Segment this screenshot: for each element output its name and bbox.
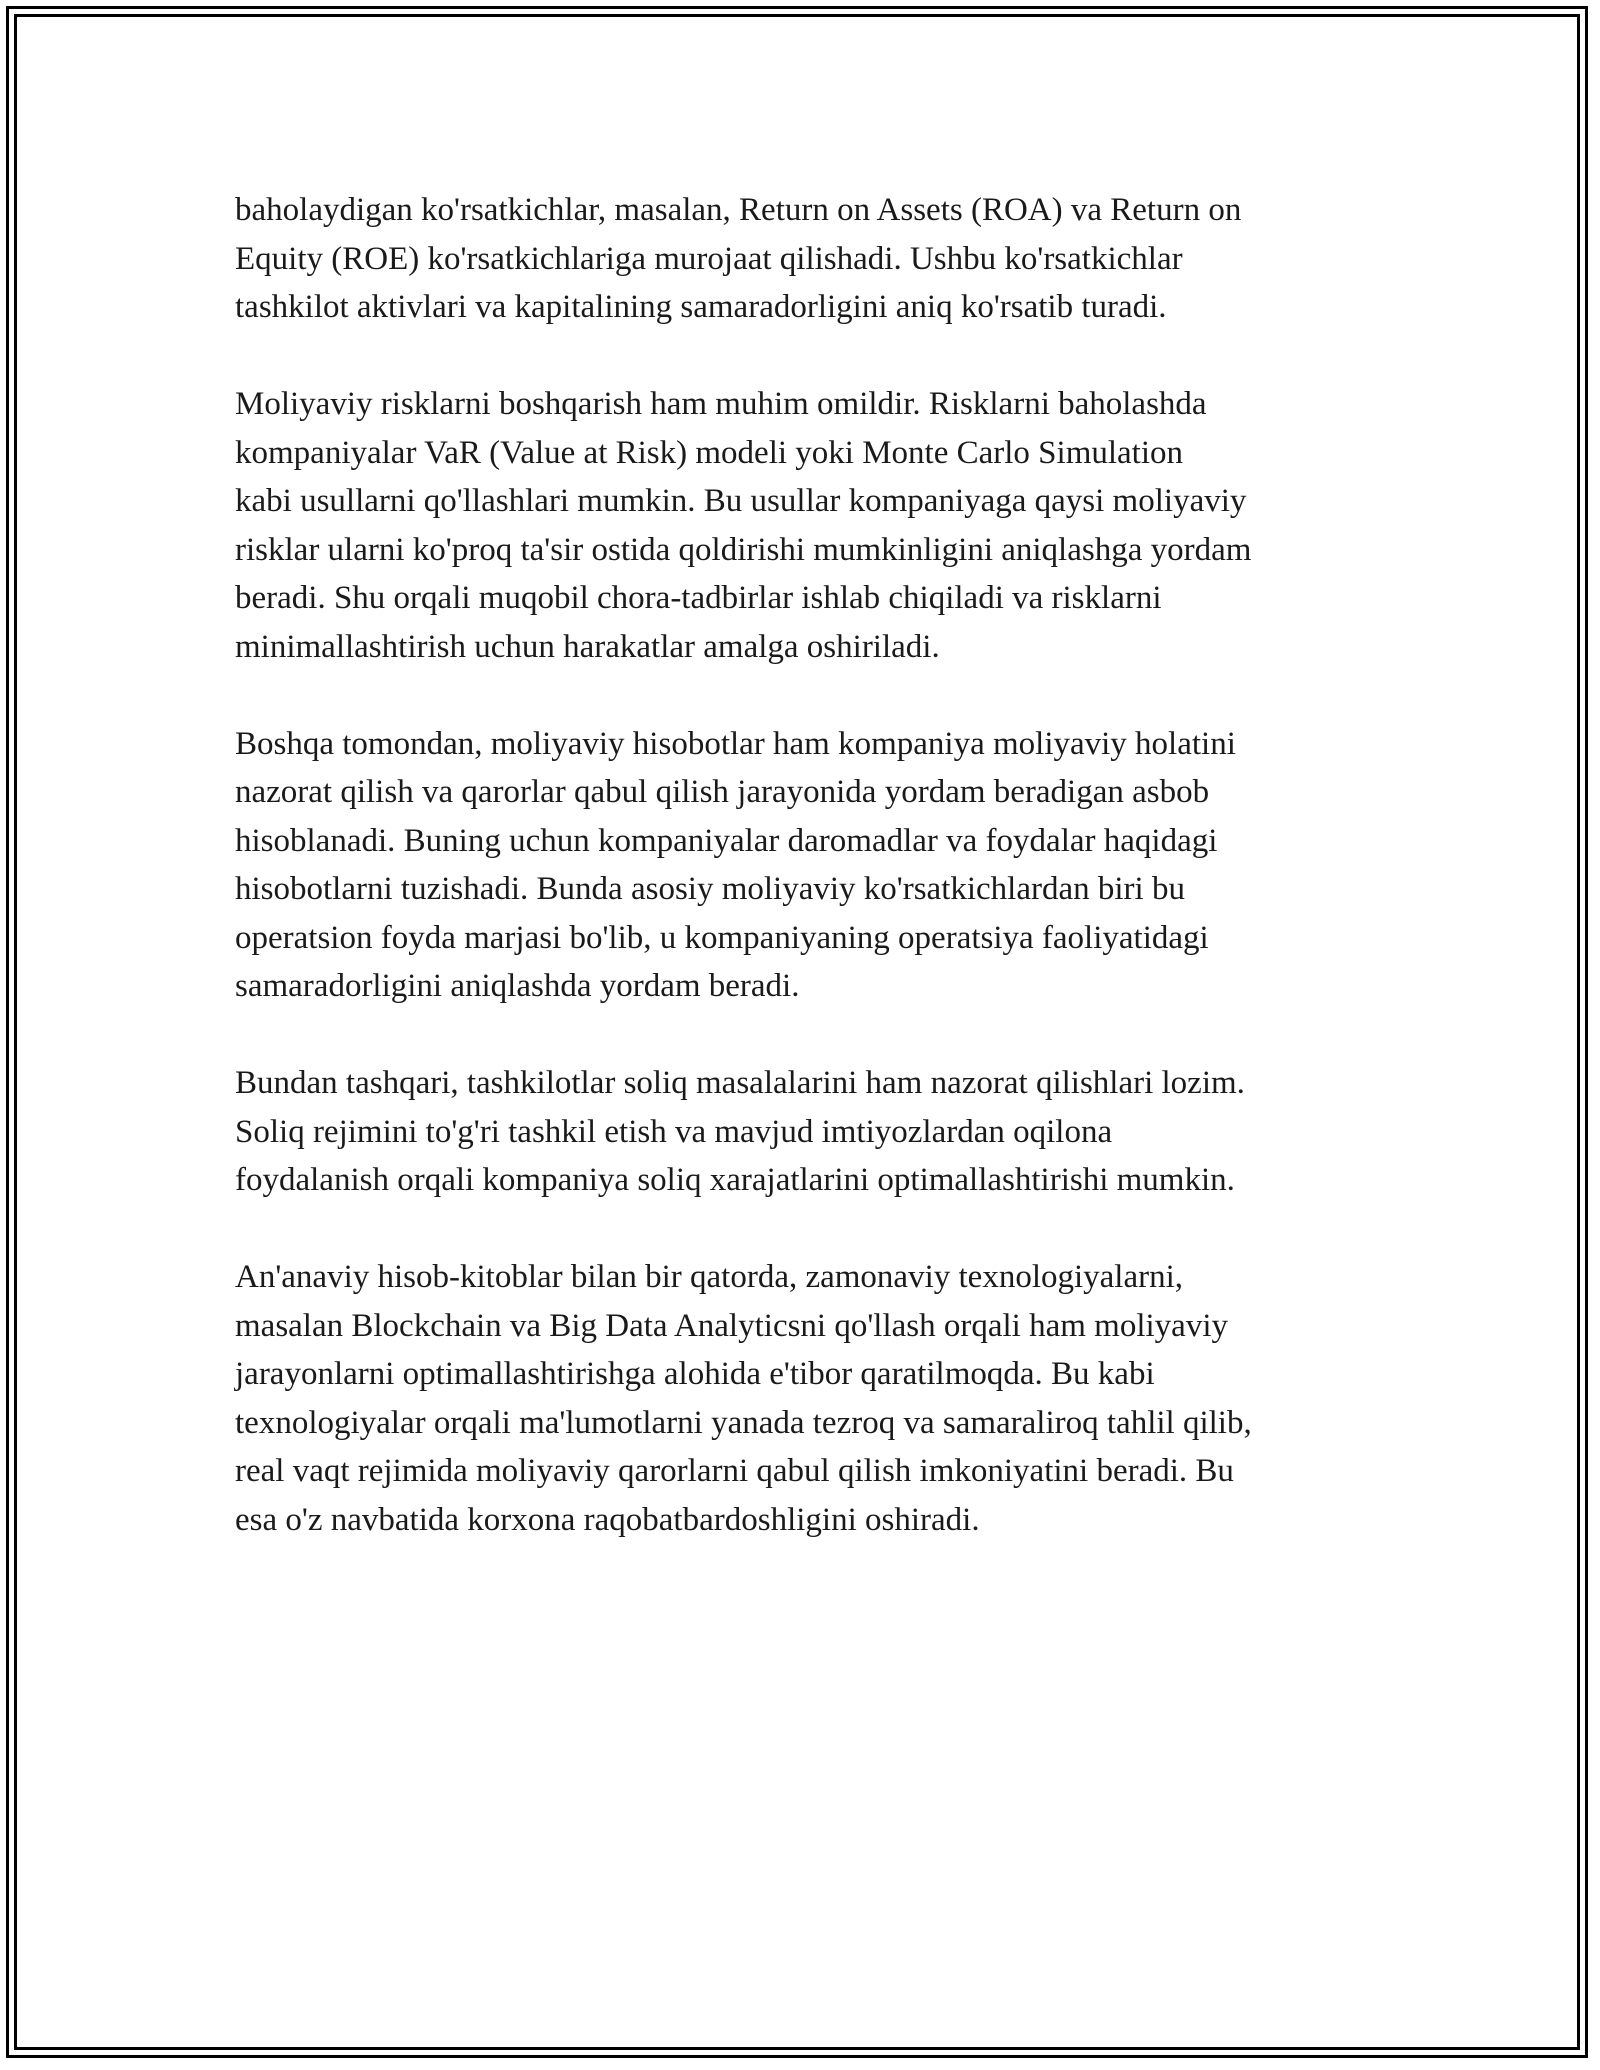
text-line: nazorat qilish va qarorlar qabul qilish jarayonida yordam beradigan asbob: [235, 774, 1210, 810]
text-line: operatsion foyda marjasi bo'lib, u kompaniyaning operatsiya faoliyatidagi: [235, 919, 1209, 956]
paragraph-5: [235, 1253, 1375, 1544]
text-line: hisobotlarni tuzishadi. Bunda asosiy moliyaviy ko'rsatkichlardan biri bu: [235, 871, 1185, 907]
paragraph-4: [235, 1059, 1375, 1205]
text-line: samaradorligini aniqlashda yordam beradi.: [235, 968, 800, 1004]
text-line: Moliyaviy risklarni boshqarish ham muhim omildir. Risklarni baholashda: [235, 386, 1207, 422]
text-line: kompaniyalar VaR (Value at Risk) modeli yoki Monte Carlo Simulation: [235, 434, 1184, 471]
text-line: jarayonlarni optimallashtirishga alohida e'tibor qaratilmoqda. Bu kabi: [235, 1356, 1155, 1392]
document-body: [235, 186, 1375, 1593]
paragraph-3: [235, 720, 1375, 1011]
text-line: Bundan tashqari, tashkilotlar soliq masalalarini ham nazorat qilishlari lozim.: [235, 1065, 1245, 1101]
paragraph-2: [235, 380, 1375, 671]
text-line: beradi. Shu orqali muqobil chora-tadbirlar ishlab chiqiladi va risklarni: [235, 580, 1162, 616]
text-line: real vaqt rejimida moliyaviy qarorlarni qabul qilish imkoniyatini beradi. Bu: [235, 1453, 1234, 1489]
paragraph-1: [235, 186, 1375, 332]
text-line: tashkilot aktivlari va kapitalining samaradorligini aniq ko'rsatib turadi.: [235, 289, 1167, 325]
text-line: baholaydigan ko'rsatkichlar, masalan, Return on Assets (ROA) va Return on: [235, 192, 1242, 228]
text-line: Soliq rejimini to'g'ri tashkil etish va mavjud imtiyozlardan oqilona: [235, 1113, 1113, 1150]
text-line: kabi usullarni qo'llashlari mumkin. Bu usullar kompaniyaga qaysi moliyaviy: [235, 483, 1247, 519]
text-line: foydalanish orqali kompaniya soliq xarajatlarini optimallashtirishi mumkin.: [235, 1162, 1235, 1198]
text-line: An'anaviy hisob-kitoblar bilan bir qatorda, zamonaviy texnologiyalarni,: [235, 1259, 1184, 1295]
text-line: minimallashtirish uchun harakatlar amalga oshiriladi.: [235, 628, 940, 665]
text-line: Equity (ROE) ko'rsatkichlariga murojaat qilishadi. Ushbu ko'rsatkichlar: [235, 240, 1183, 277]
text-line: masalan Blockchain va Big Data Analyticsni qo'llash orqali ham moliyaviy: [235, 1307, 1228, 1344]
text-line: Boshqa tomondan, moliyaviy hisobotlar ham kompaniya moliyaviy holatini: [235, 725, 1236, 762]
text-line: hisoblanadi. Buning uchun kompaniyalar daromadlar va foydalar haqidagi: [235, 822, 1218, 859]
text-line: texnologiyalar orqali ma'lumotlarni yanada tezroq va samaraliroq tahlil qilib,: [235, 1404, 1252, 1441]
text-line: esa o'z navbatida korxona raqobatbardoshligini oshiradi.: [235, 1501, 980, 1538]
text-line: risklar ularni ko'proq ta'sir ostida qoldirishi mumkinligini aniqlashga yordam: [235, 531, 1252, 568]
